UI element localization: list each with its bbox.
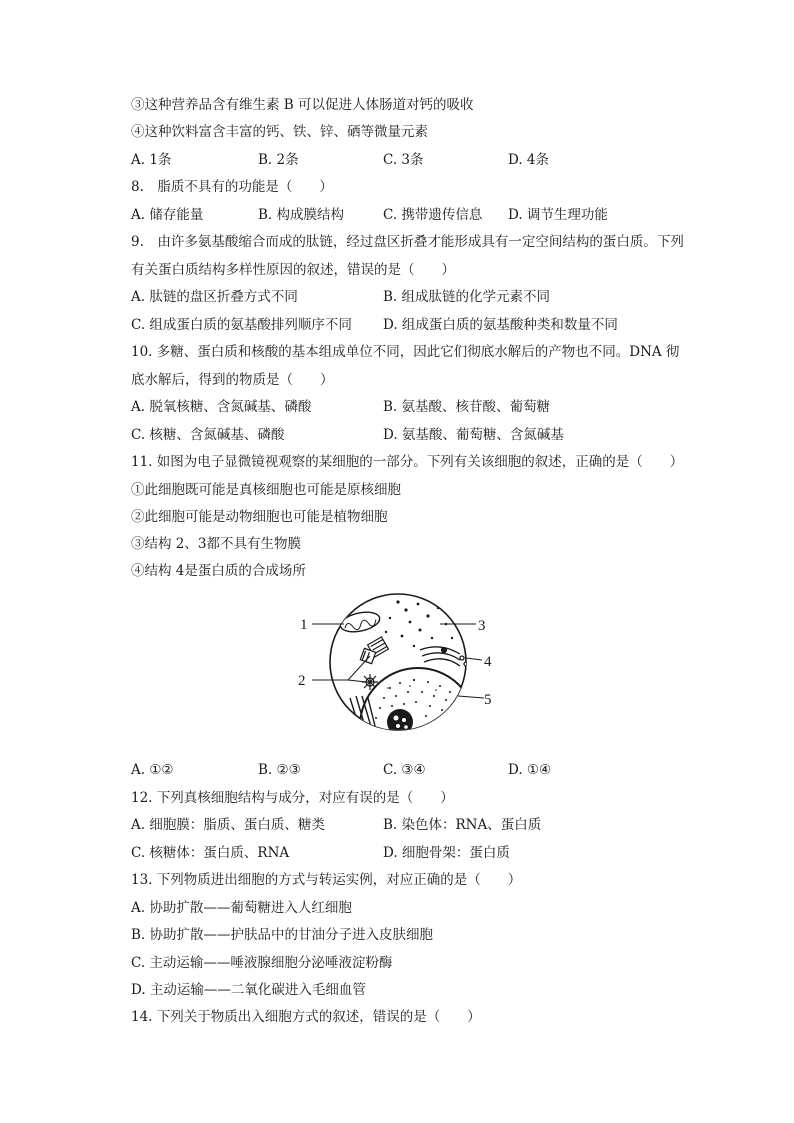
q11-option-d: D. ①④ [508, 762, 552, 778]
q8-option-d: D. 调节生理功能 [508, 207, 608, 223]
figure-label-2: 2 [298, 673, 306, 689]
q8-stem: 8. 脂质不具有的功能是（ ） [131, 179, 333, 195]
q11-statement-3: ③结构 2、3都不具有生物膜 [131, 536, 301, 552]
q11-option-b: B. ②③ [258, 762, 301, 778]
q12-option-a: A. 细胞膜：脂质、蛋白质、糖类 [131, 817, 325, 833]
q11-option-c: C. ③④ [383, 762, 426, 778]
q9-stem-line1: 9. 由许多氨基酸缩合而成的肽链，经过盘区折叠才能形成具有一定空间结构的蛋白质。下列 [131, 234, 684, 250]
q7-option-c: C. 3条 [383, 152, 424, 168]
q11-stem: 11. 如图为电子显微镜视观察的某细胞的一部分。下列有关该细胞的叙述，正确的是（ ） [131, 454, 684, 470]
nucleolus [387, 709, 413, 735]
q8-option-c: C. 携带遗传信息 [383, 207, 483, 223]
figure-label-5: 5 [484, 692, 492, 708]
q10-option-d: D. 氨基酸、葡萄糖、含氮碱基 [383, 427, 564, 443]
q10-stem-line2: 底水解后，得到的物质是（ ） [131, 372, 334, 388]
q9-option-d: D. 组成蛋白质的氨基酸种类和数量不同 [383, 317, 618, 333]
q11-statement-1: ①此细胞既可能是真核细胞也可能是原核细胞 [131, 482, 401, 498]
q9-option-c: C. 组成蛋白质的氨基酸排列顺序不同 [131, 317, 352, 333]
q12-stem: 12. 下列真核细胞结构与成分，对应有误的是（ ） [131, 790, 454, 806]
q13-option-a: A. 协助扩散——葡萄糖进入人红细胞 [131, 900, 352, 916]
q10-option-c: C. 核糖、含氮碱基、磷酸 [131, 427, 285, 443]
q7-option-a: A. 1条 [131, 152, 172, 168]
q9-stem-line2: 有关蛋白质结构多样性原因的叙述，错误的是（ ） [131, 262, 455, 278]
q9-option-b: B. 组成肽链的化学元素不同 [383, 289, 551, 305]
q10-stem-line1: 10. 多糖、蛋白质和核酸的基本组成单位不同，因此它们彻底水解后的产物也不同。DNA 彻 [131, 344, 680, 360]
q13-option-c: C. 主动运输——唾液腺细胞分泌唾液淀粉酶 [131, 955, 393, 971]
q13-option-b: B. 协助扩散——护肤品中的甘油分子进入皮肤细胞 [131, 927, 434, 943]
q7-statement-3: ③这种营养品含有维生素 B 可以促进人体肠道对钙的吸收 [131, 97, 474, 113]
q8-option-b: B. 构成膜结构 [258, 207, 345, 223]
q12-option-c: C. 核糖体：蛋白质、RNA [131, 845, 290, 861]
q9-option-a: A. 肽链的盘区折叠方式不同 [131, 289, 298, 305]
figure-label-1: 1 [300, 617, 308, 633]
q11-option-a: A. ①② [131, 762, 174, 778]
figure-label-3: 3 [478, 618, 486, 634]
figure-label-4: 4 [484, 654, 492, 670]
q11-statement-4: ④结构 4是蛋白质的合成场所 [131, 563, 306, 579]
cell-micrograph-figure [290, 588, 510, 738]
q12-option-b: B. 染色体：RNA、蛋白质 [383, 817, 542, 833]
q8-option-a: A. 储存能量 [131, 207, 204, 223]
q7-option-d: D. 4条 [508, 152, 550, 168]
q10-option-a: A. 脱氧核糖、含氮碱基、磷酸 [131, 399, 312, 415]
q7-statement-4: ④这种饮料富含丰富的钙、铁、锌、硒等微量元素 [131, 124, 428, 140]
q14-stem: 14. 下列关于物质出入细胞方式的叙述，错误的是（ ） [131, 1009, 481, 1025]
q7-option-b: B. 2条 [258, 152, 299, 168]
q13-option-d: D. 主动运输——二氧化碳进入毛细血管 [131, 982, 366, 998]
q12-option-d: D. 细胞骨架：蛋白质 [383, 845, 510, 861]
q13-stem: 13. 下列物质进出细胞的方式与转运实例，对应正确的是（ ） [131, 872, 522, 888]
q10-option-b: B. 氨基酸、核苷酸、葡萄糖 [383, 399, 551, 415]
cell-diagram-svg [290, 588, 510, 738]
q11-statement-2: ②此细胞可能是动物细胞也可能是植物细胞 [131, 509, 388, 525]
